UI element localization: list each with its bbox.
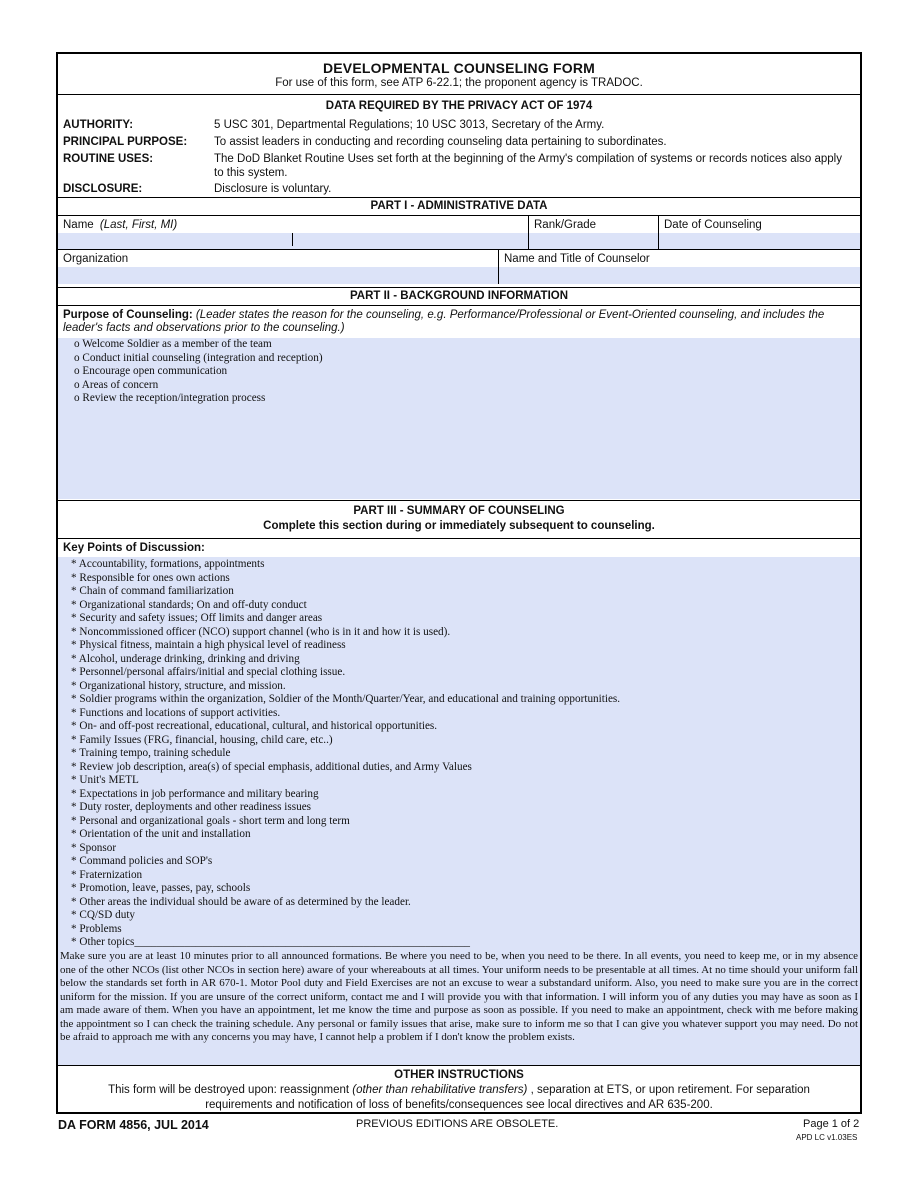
- rank-field[interactable]: [529, 233, 658, 249]
- key-points-label: Key Points of Discussion:: [63, 542, 205, 554]
- counseling-form: [56, 52, 862, 1114]
- instructions-text-c: , separation at ETS, or upon retirement. For separation: [527, 1084, 810, 1096]
- list-item: * Training tempo, training schedule: [71, 747, 231, 759]
- divider: [58, 215, 860, 216]
- principal-purpose-label: PRINCIPAL PURPOSE:: [63, 136, 188, 148]
- list-item: * Personnel/personal affairs/initial and special clothing issue.: [71, 666, 346, 678]
- list-item: * Duty roster, deployments and other readiness issues: [71, 801, 312, 813]
- part2-section: [58, 287, 860, 499]
- organization-field[interactable]: [58, 267, 498, 284]
- list-item: * Other topics____________________________________________________________: [71, 936, 471, 948]
- list-item: * Sponsor: [71, 841, 117, 854]
- divider: [58, 249, 860, 250]
- name-field[interactable]: [58, 233, 528, 249]
- list-item: * Functions and locations of support activities.: [71, 706, 281, 719]
- part2-heading: PART II - BACKGROUND INFORMATION: [349, 290, 569, 302]
- list-item: * Organizational standards; On and off-duty conduct: [71, 598, 307, 611]
- rank-label: Rank/Grade: [534, 219, 597, 231]
- list-item: * Accountability, formations, appointments: [71, 558, 265, 570]
- instructions-text-a: This form will be destroyed upon: reassignment: [108, 1084, 353, 1096]
- privacy-act-section: [58, 94, 860, 194]
- text-cursor: [292, 233, 293, 246]
- list-item: o Welcome Soldier as a member of the team: [74, 338, 272, 350]
- principal-purpose-text: To assist leaders in conducting and recording counseling data pertaining to subordinates.: [214, 136, 667, 148]
- authority-label: AUTHORITY:: [63, 119, 134, 131]
- disclosure-text: Disclosure is voluntary.: [214, 183, 332, 195]
- obsolete-notice: PREVIOUS EDITIONS ARE OBSOLETE.: [356, 1118, 559, 1130]
- routine-uses-label: ROUTINE USES:: [63, 153, 154, 165]
- list-item: * Chain of command familiarization: [71, 585, 234, 597]
- list-item: * Family Issues (FRG, financial, housing, child care, etc..): [71, 733, 333, 746]
- list-item: o Conduct initial counseling (integration and reception): [74, 351, 323, 364]
- list-item: * Responsible for ones own actions: [71, 571, 230, 584]
- list-item: * Noncommissioned officer (NCO) support channel (who is in it and how it is used).: [71, 625, 451, 638]
- list-item: * Personal and organizational goals - short term and long term: [71, 814, 350, 827]
- list-item: o Review the reception/integration process: [74, 392, 266, 404]
- part3-heading-text: PART III - SUMMARY OF COUNSELING: [353, 505, 565, 517]
- list-item: * CQ/SD duty: [71, 909, 136, 921]
- other-instructions-heading: OTHER INSTRUCTIONS: [394, 1069, 524, 1081]
- divider: [58, 305, 860, 306]
- purpose-hint: (Leader states the reason for the counseling, e.g. Performance/Professional or Event-Oriented counseling, and includes the leader's facts and observations prior to the counseling.): [63, 309, 825, 334]
- key-points-list: [71, 558, 620, 950]
- date-label: Date of Counseling: [664, 219, 762, 231]
- list-item: * Expectations in job performance and military bearing: [71, 787, 319, 800]
- name-hint: (Last, First, MI): [99, 219, 178, 231]
- list-item: * Soldier programs within the organization, Soldier of the Month/Quarter/Year, and educational and training opportunities.: [71, 693, 621, 705]
- list-item: * Fraternization: [71, 868, 143, 881]
- purpose-of-counseling-label: [63, 309, 853, 335]
- name-label-text: Name: [63, 219, 94, 231]
- version-label: APD LC v1.03ES: [796, 1133, 858, 1142]
- other-instructions-section: [58, 1065, 860, 1114]
- disclosure-label: DISCLOSURE:: [63, 183, 143, 195]
- list-item: * Unit's METL: [71, 774, 139, 786]
- list-item: o Encourage open communication: [74, 365, 228, 377]
- routine-uses-text: The DoD Blanket Routine Uses set forth at the beginning of the Army's compilation of systems or records notices also apply to this system.: [214, 153, 842, 179]
- list-item: * On- and off-post recreational, educational, cultural, and historical opportunities.: [71, 720, 438, 732]
- list-item: * Alcohol, underage drinking, drinking and driving: [71, 652, 300, 665]
- purpose-list: [74, 338, 323, 406]
- organization-label: Organization: [63, 253, 129, 265]
- list-item: o Areas of concern: [74, 378, 159, 391]
- list-item: * Orientation of the unit and installation: [71, 828, 251, 840]
- form-number: DA FORM 4856, JUL 2014: [58, 1118, 209, 1132]
- counseling-paragraph: Make sure you are at least 10 minutes prior to all announced formations. Be where you need to be, when you need to be there. In all events, you need to keep me, or in my absence one of the other NCOs (list other NCOs in section here) aware of your whereabouts at all times. Your uniform needs to be presentable at all times. At no time should your uniform fall below the standards set forth in AR 670-1. Motor Pool duty and Field Exercises are not an excuse to wear a substandard uniform. Also, you need to make sure you are in the correct uniform for the mission. If you are unsure of the correct uniform, contact me and I will provide you with that information. I will inform you of any duties you may have as soon as I am made aware of them. When you have an appointment, let me know the time and purpose as soon as possible. If you need to make an appointment, check with me before making the appointment so I can check the training schedule. Any personal or family issues that arise, make sure to inform me so that I can give you whatever support you may need. Do not be afraid to approach me with any concerns you may have, I cannot help a problem if I don't know the problem exists.: [60, 950, 858, 1043]
- counselor-field[interactable]: [499, 267, 860, 284]
- list-item: * Organizational history, structure, and mission.: [71, 679, 286, 692]
- part1-heading: PART I - ADMINISTRATIVE DATA: [370, 200, 548, 212]
- list-item: * Security and safety issues; Off limits and danger areas: [71, 612, 323, 624]
- other-instructions-line1: [58, 1084, 860, 1098]
- list-item: * Review job description, area(s) of special emphasis, additional duties, and Army Values: [71, 760, 472, 773]
- form-subtitle: For use of this form, see ATP 6-22.1; the proponent agency is TRADOC.: [275, 77, 643, 89]
- part3-section: [58, 500, 860, 1066]
- page-number: Page 1 of 2: [803, 1118, 860, 1130]
- divider: [58, 538, 860, 539]
- date-field[interactable]: [659, 233, 860, 249]
- list-item: * Promotion, leave, passes, pay, schools: [71, 882, 251, 894]
- authority-text: 5 USC 301, Departmental Regulations; 10 USC 3013, Secretary of the Army.: [214, 119, 605, 131]
- form-title: DEVELOPMENTAL COUNSELING FORM: [322, 60, 596, 76]
- name-label: [63, 219, 177, 231]
- list-item: * Physical fitness, maintain a high physical level of readiness: [71, 639, 346, 651]
- other-instructions-line2: requirements and notification of loss of benefits/consequences see local directives and AR 635-200.: [205, 1099, 713, 1111]
- list-item: * Command policies and SOP's: [71, 855, 213, 867]
- part1-section: [58, 197, 860, 285]
- counselor-label: Name and Title of Counselor: [504, 253, 650, 265]
- list-item: * Other areas the individual should be aware of as determined by the leader.: [71, 895, 411, 908]
- instructions-text-b: (other than rehabilitative transfers): [352, 1084, 528, 1096]
- list-item: * Problems: [71, 922, 122, 935]
- purpose-label-text: Purpose of Counseling:: [63, 309, 193, 321]
- part3-heading: [58, 505, 860, 517]
- part3-subheading: Complete this section during or immediately subsequent to counseling.: [263, 520, 655, 532]
- privacy-act-heading: DATA REQUIRED BY THE PRIVACY ACT OF 1974: [325, 100, 593, 112]
